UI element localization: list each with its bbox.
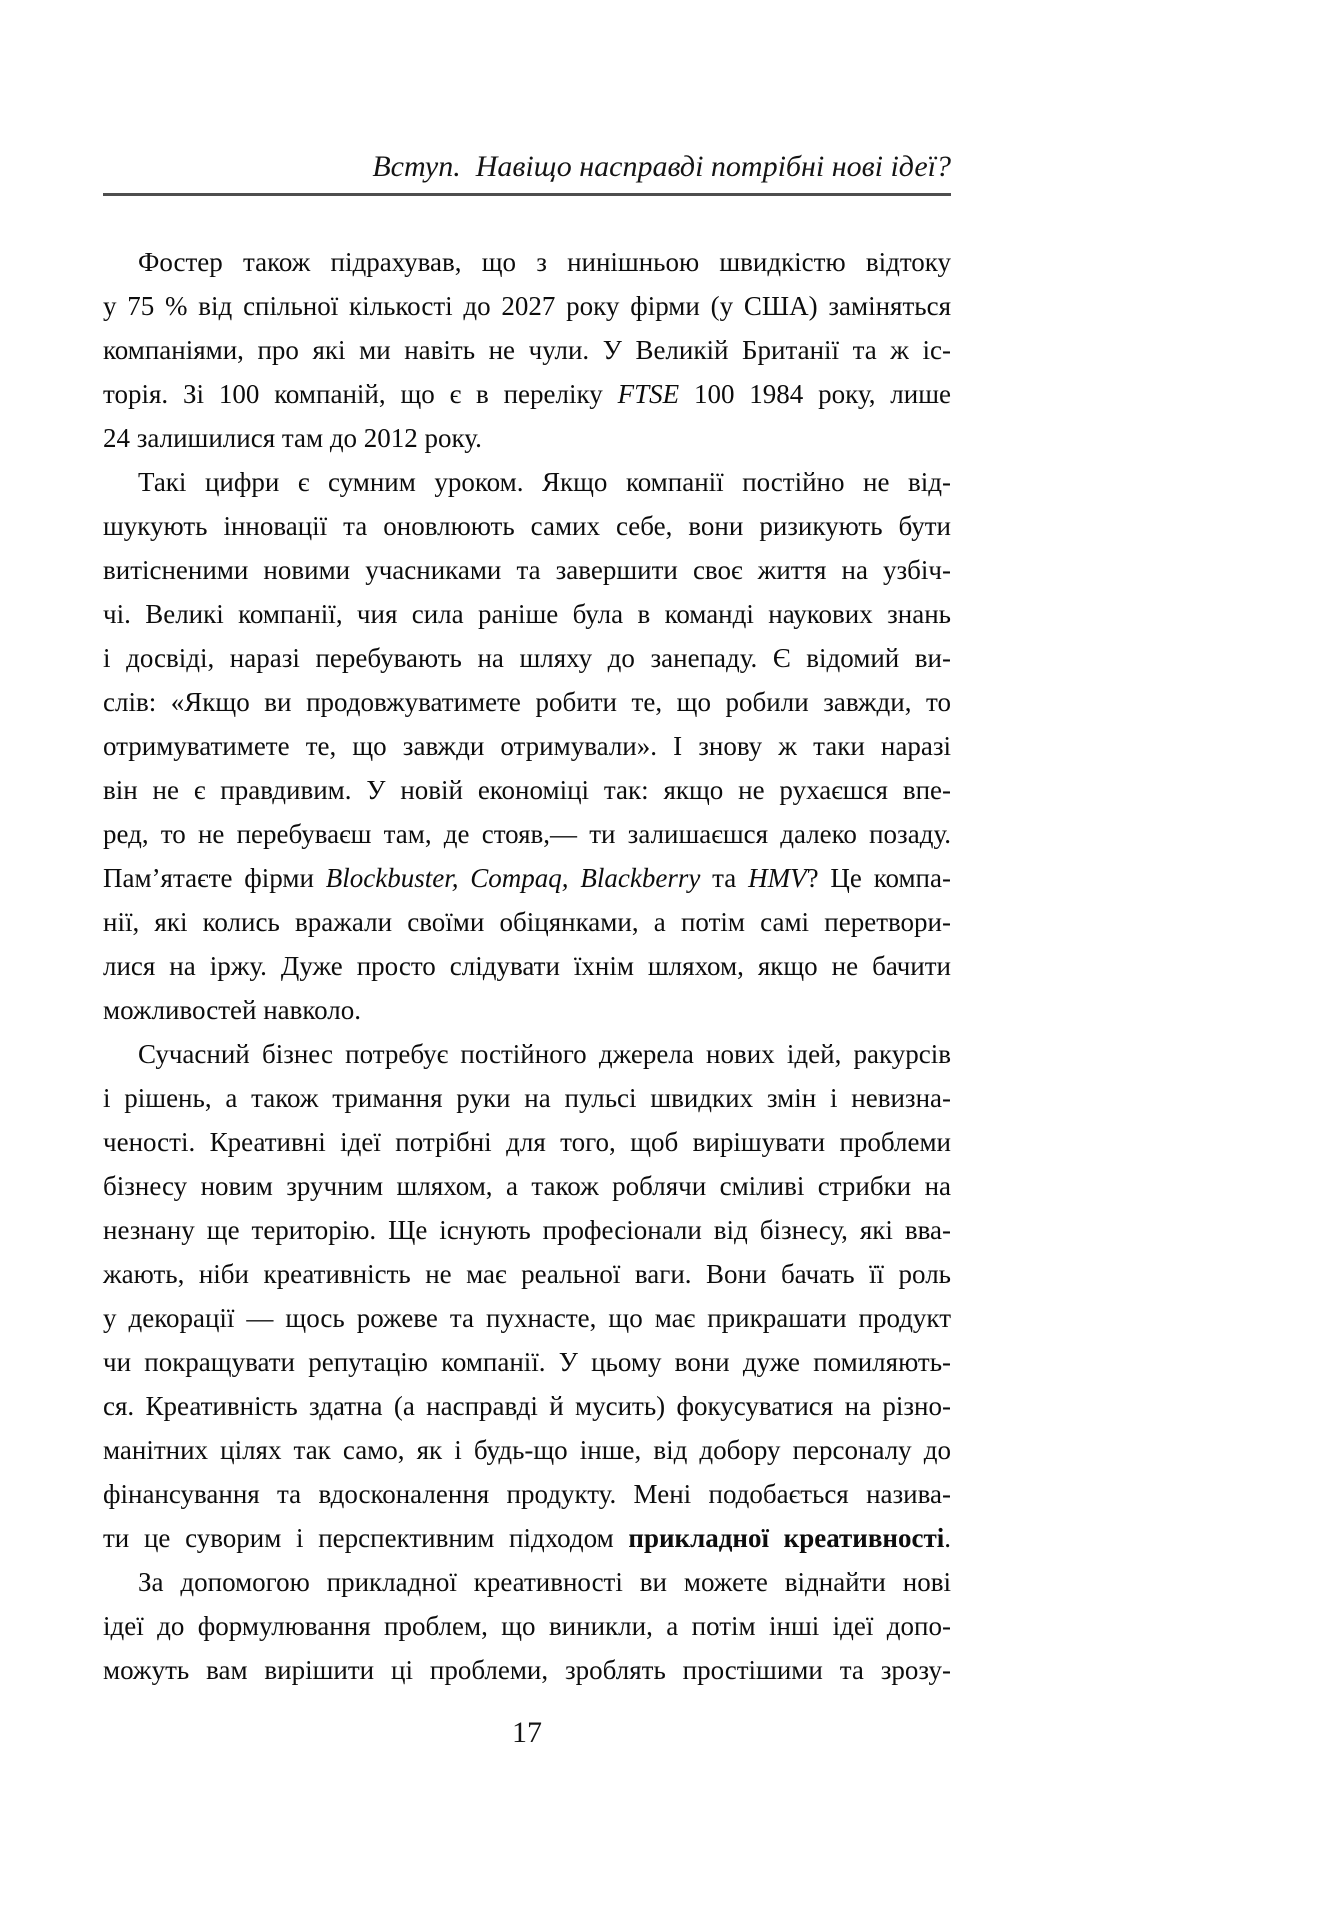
text-segment: Фостер також підрахував, що з нинішньою швидкістю відтоку bbox=[138, 247, 951, 277]
text-line bbox=[103, 1384, 951, 1428]
text-segment: і рішень, а також тримання руки на пульсі швидких змін і невизна- bbox=[103, 1083, 951, 1113]
text-line bbox=[103, 548, 951, 592]
text-line bbox=[103, 328, 951, 372]
text-segment: Сучасний бізнес потребує постійного джерела нових ідей, ракурсів bbox=[138, 1039, 951, 1069]
text-segment: у декорації — щось рожеве та пухнасте, що має прикрашати продукт bbox=[103, 1303, 951, 1333]
text-segment: можливостей навколо. bbox=[103, 995, 361, 1025]
text-segment: 24 залишилися там до 2012 року. bbox=[103, 423, 482, 453]
text-segment: манітних цілях так само, як і будь-що інше, від добору персоналу до bbox=[103, 1435, 951, 1465]
text-segment: витісненими новими учасниками та завершити своє життя на узбіч- bbox=[103, 555, 951, 585]
text-line bbox=[103, 1428, 951, 1472]
text-line bbox=[103, 768, 951, 812]
text-segment: 100 1984 року, лише bbox=[679, 379, 951, 409]
header-rule bbox=[103, 193, 951, 196]
text-line bbox=[103, 1164, 951, 1208]
page-number: 17 bbox=[512, 1716, 542, 1749]
text-segment: та bbox=[700, 863, 749, 893]
text-segment: незнану ще територію. Ще існують професіонали від бізнесу, які вва- bbox=[103, 1215, 951, 1245]
text-line bbox=[103, 1516, 951, 1560]
text-segment: фінансування та вдосконалення продукту. Мені подобається назива- bbox=[103, 1479, 951, 1509]
text-segment: шукують інновації та оновлюють самих себе, вони ризикують бути bbox=[103, 511, 951, 541]
text-segment: бізнесу новим зручним шляхом, а також роблячи сміливі стрибки на bbox=[103, 1171, 951, 1201]
italic-text: Blockbuster, Compaq, Blackberry bbox=[325, 863, 701, 893]
text-segment: . bbox=[944, 1523, 951, 1553]
text-line bbox=[103, 372, 951, 416]
text-line bbox=[103, 856, 951, 900]
text-line bbox=[103, 240, 951, 284]
text-segment: слів: «Якщо ви продовжуватимете робити те, що робили завжди, то bbox=[103, 687, 951, 717]
text-segment: нії, які колись вражали своїми обіцянками, а потім самі перетвори- bbox=[103, 907, 951, 937]
paragraph bbox=[103, 1032, 951, 1560]
paragraph bbox=[103, 1560, 951, 1692]
text-segment: можуть вам вирішити ці проблеми, зроблять простішими та зрозу- bbox=[103, 1655, 951, 1685]
text-segment: чі. Великі компанії, чия сила раніше була в команді наукових знань bbox=[103, 599, 951, 629]
text-line bbox=[103, 1076, 951, 1120]
text-segment: чи покращувати репутацію компанії. У цьому вони дуже помиляють- bbox=[103, 1347, 951, 1377]
text-line bbox=[103, 1648, 951, 1692]
text-line bbox=[103, 944, 951, 988]
text-segment: ? Це компа- bbox=[806, 863, 951, 893]
text-line bbox=[103, 1032, 951, 1076]
text-segment: ред, то не перебуваєш там, де стояв,— ти залишаєшся далеко позаду. bbox=[103, 819, 951, 849]
text-line bbox=[103, 900, 951, 944]
text-line bbox=[103, 1560, 951, 1604]
italic-text: HMV bbox=[748, 863, 807, 893]
text-segment: Такі цифри є сумним уроком. Якщо компанії постійно не від- bbox=[138, 467, 951, 497]
text-segment: ся. Креативність здатна (а насправді й мусить) фокусуватися на різно- bbox=[103, 1391, 951, 1421]
text-line bbox=[103, 416, 951, 460]
text-line bbox=[103, 504, 951, 548]
italic-text: FTSE bbox=[617, 379, 680, 409]
text-segment: компаніями, про які ми навіть не чули. У Великій Британії та ж іс- bbox=[103, 335, 951, 365]
text-segment: ченості. Креативні ідеї потрібні для того, щоб вирішувати проблеми bbox=[103, 1127, 951, 1157]
paragraph bbox=[103, 460, 951, 1032]
text-segment: і досвіді, наразі перебувають на шляху до занепаду. Є відомий ви- bbox=[103, 643, 951, 673]
body-text bbox=[103, 240, 951, 1692]
text-segment: Пам’ятаєте фірми bbox=[103, 863, 326, 893]
text-line bbox=[103, 636, 951, 680]
text-line bbox=[103, 1120, 951, 1164]
text-line bbox=[103, 1340, 951, 1384]
text-line bbox=[103, 988, 951, 1032]
text-segment: жають, ніби креативність не має реальної ваги. Вони бачать її роль bbox=[103, 1259, 951, 1289]
text-segment: торія. Зі 100 компаній, що є в переліку bbox=[103, 379, 618, 409]
text-line bbox=[103, 1472, 951, 1516]
text-line bbox=[103, 1604, 951, 1648]
text-line bbox=[103, 592, 951, 636]
text-line bbox=[103, 460, 951, 504]
text-line bbox=[103, 680, 951, 724]
text-line bbox=[103, 1252, 951, 1296]
text-line bbox=[103, 284, 951, 328]
bold-text: прикладної креативності bbox=[628, 1523, 945, 1553]
text-line bbox=[103, 1208, 951, 1252]
text-segment: отримуватимете те, що завжди отримували». І знову ж таки наразі bbox=[103, 731, 951, 761]
text-segment: ідеї до формулювання проблем, що виникли, а потім інші ідеї допо- bbox=[103, 1611, 951, 1641]
text-line bbox=[103, 724, 951, 768]
text-segment: ти це суворим і перспективним підходом bbox=[103, 1523, 629, 1553]
text-line bbox=[103, 1296, 951, 1340]
text-segment: він не є правдивим. У новій економіці так: якщо не рухаєшся впе- bbox=[103, 775, 951, 805]
text-segment: лися на іржу. Дуже просто слідувати їхнім шляхом, якщо не бачити bbox=[103, 951, 951, 981]
text-line bbox=[103, 812, 951, 856]
text-segment: у 75 % від спільної кількості до 2027 року фірми (у США) заміняться bbox=[103, 291, 951, 321]
text-segment: За допомогою прикладної креативності ви можете віднайти нові bbox=[138, 1567, 951, 1597]
running-header: Вступ. Навіщо насправді потрібні нові ідеї? bbox=[372, 150, 951, 183]
paragraph bbox=[103, 240, 951, 460]
